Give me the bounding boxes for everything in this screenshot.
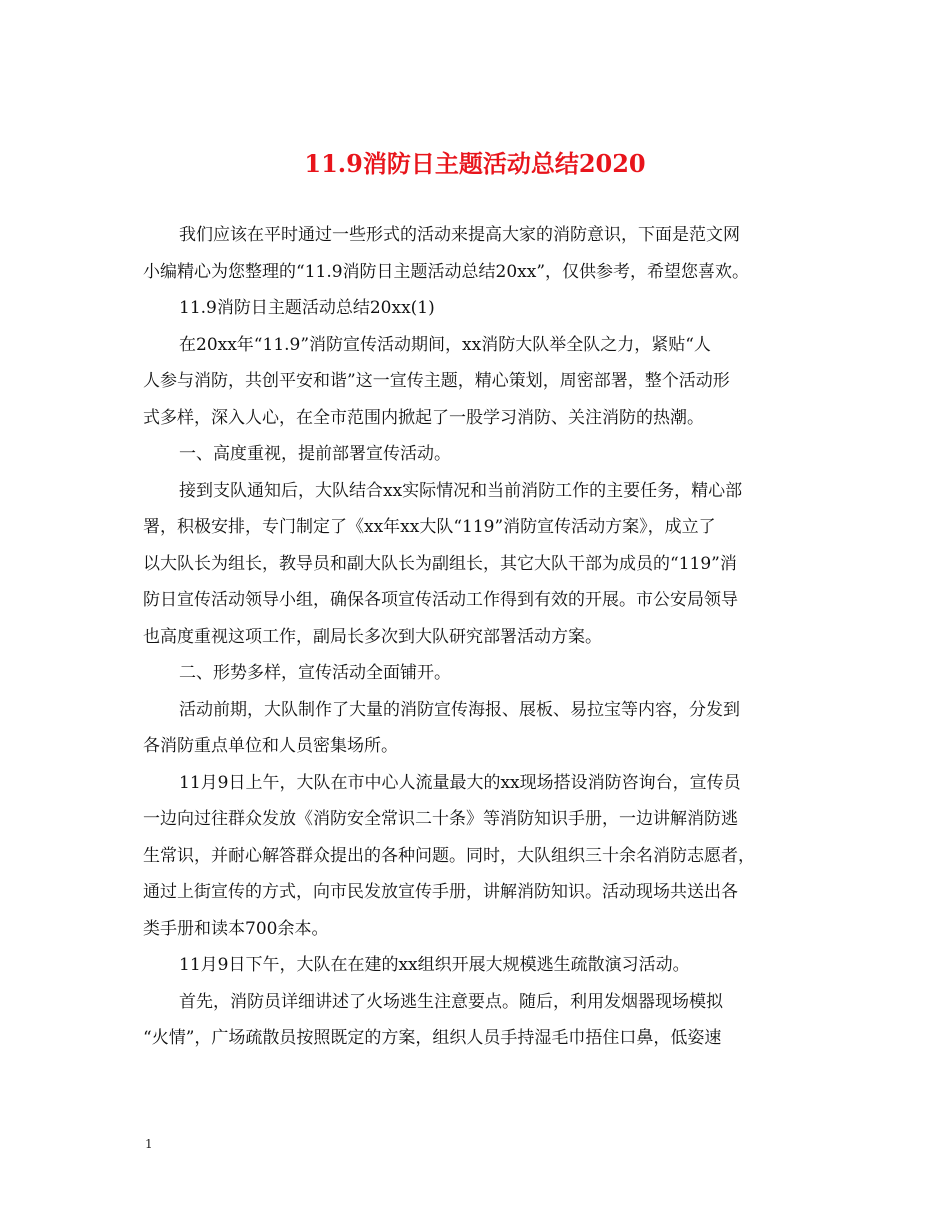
paragraph-line: 接到支队通知后，大队结合xx实际情况和当前消防工作的主要任务，精心部 bbox=[179, 480, 743, 501]
document-title: 11.9消防日主题活动总结2020 bbox=[304, 149, 646, 178]
paragraph-line: 以大队长为组长，教导员和副大队长为副组长，其它大队干部为成员的“119”消 bbox=[143, 553, 737, 574]
paragraph-line: 各消防重点单位和人员密集场所。 bbox=[143, 736, 398, 756]
paragraph-line: 式多样，深入人心，在全市范围内掀起了一股学习消防、关注消防的热潮。 bbox=[143, 407, 704, 428]
section-heading: 一、高度重视，提前部署宣传活动。 bbox=[179, 444, 451, 464]
paragraph-line: 在20xx年“11.9”消防宣传活动期间，xx消防大队举全队之力，紧贴“人 bbox=[179, 334, 711, 355]
paragraph-line: 类手册和读本700余本。 bbox=[143, 918, 329, 939]
paragraph-line: 11月9日上午，大队在市中心人流量最大的xx现场搭设消防咨询台，宣传员 bbox=[179, 772, 741, 793]
paragraph-line: 首先，消防员详细讲述了火场逃生注意要点。随后，利用发烟器现场模拟 bbox=[179, 991, 723, 1012]
paragraph-line: 11月9日下午，大队在在建的xx组织开展大规模逃生疏散演习活动。 bbox=[179, 955, 690, 975]
paragraph-line: 活动前期，大队制作了大量的消防宣传海报、展板、易拉宝等内容，分发到 bbox=[179, 699, 740, 720]
paragraph-line: 人参与消防，共创平安和谐”这一宣传主题，精心策划，周密部署，整个活动形 bbox=[143, 371, 730, 391]
section-heading: 11.9消防日主题活动总结20xx(1) bbox=[179, 298, 435, 318]
page-number: 1 bbox=[145, 1137, 153, 1151]
paragraph-line: 也高度重视这项工作，副局长多次到大队研究部署活动方案。 bbox=[143, 626, 602, 647]
paragraph-line: 防日宣传活动领导小组，确保各项宣传活动工作得到有效的开展。市公安局领导 bbox=[143, 590, 738, 610]
paragraph-line: 署，积极安排，专门制定了《xx年xx大队“119”消防宣传活动方案》，成立了 bbox=[143, 517, 716, 537]
paragraph-line: “火情”，广场疏散员按照既定的方案，组织人员手持湿毛巾捂住口鼻，低姿速 bbox=[143, 1028, 722, 1048]
paragraph-line: 生常识，并耐心解答群众提出的各种问题。同时，大队组织三十余名消防志愿者， bbox=[143, 845, 755, 866]
document-body bbox=[143, 217, 823, 1057]
paragraph-line: 通过上街宣传的方式，向市民发放宣传手册，讲解消防知识。活动现场共送出各 bbox=[143, 882, 738, 902]
section-heading: 二、形势多样，宣传活动全面铺开。 bbox=[179, 663, 451, 683]
paragraph-line: 一边向过往群众发放《消防安全常识二十条》等消防知识手册，一边讲解消防逃 bbox=[143, 809, 738, 829]
paragraph-line: 小编精心为您整理的“11.9消防日主题活动总结20xx”，仅供参考，希望您喜欢。 bbox=[143, 261, 750, 282]
paragraph-line: 我们应该在平时通过一些形式的活动来提高大家的消防意识，下面是范文网 bbox=[179, 225, 740, 245]
